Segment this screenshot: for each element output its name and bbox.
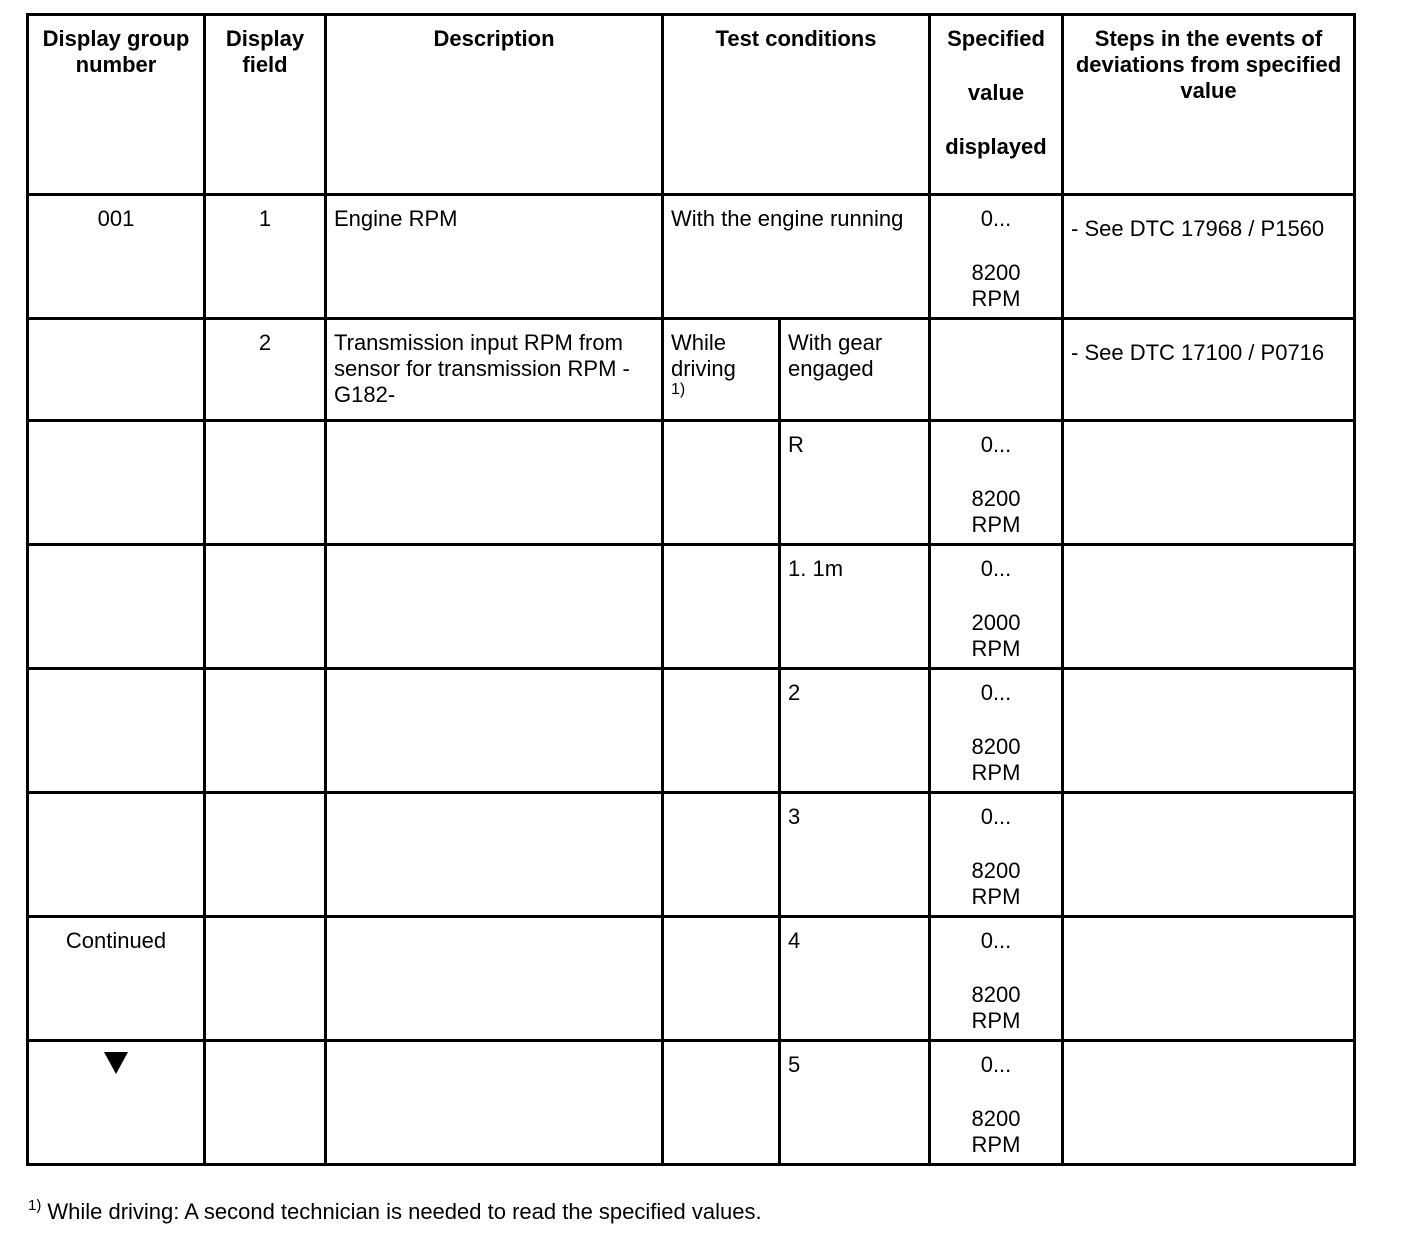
table-row	[28, 917, 1355, 1041]
continued-label: Continued	[28, 917, 205, 1041]
table-row	[28, 195, 1355, 319]
display-field: 2	[205, 319, 326, 421]
gear-label: 4	[780, 917, 930, 1041]
test-condition-driving	[663, 319, 780, 421]
condition-driving-text: While driving	[671, 330, 736, 381]
continued-arrow-cell	[28, 1041, 205, 1165]
group-number: 001	[28, 195, 205, 319]
value-unit: RPM	[971, 760, 1021, 785]
specified-value	[930, 1041, 1063, 1165]
value-min: 0...	[980, 206, 1012, 231]
header-specified-line3: displayed	[945, 134, 1047, 159]
table-row	[28, 1041, 1355, 1165]
table-row	[28, 669, 1355, 793]
header-specified-line2: value	[967, 80, 1025, 105]
specification-table	[26, 13, 1356, 1166]
header-display-field: Display field	[205, 15, 326, 195]
value-max: 8200	[971, 260, 1021, 285]
down-triangle-icon	[104, 1052, 128, 1074]
value-max: 2000	[971, 610, 1021, 635]
footnote-mark: 1)	[28, 1197, 42, 1214]
header-specified-value	[930, 15, 1063, 195]
value-min: 0...	[980, 804, 1012, 829]
specified-value	[930, 669, 1063, 793]
footnote-text: While driving: A second technician is needed to read the specified values.	[47, 1199, 762, 1224]
value-unit: RPM	[971, 636, 1021, 661]
gear-label: 1. 1m	[780, 545, 930, 669]
specified-value	[930, 421, 1063, 545]
table-row	[28, 793, 1355, 917]
gear-label: 3	[780, 793, 930, 917]
deviation-steps: - See DTC 17100 / P0716	[1063, 319, 1355, 421]
header-steps: Steps in the events of deviations from specified value	[1063, 15, 1355, 195]
test-condition: With the engine running	[663, 195, 930, 319]
value-min: 0...	[980, 1052, 1012, 1077]
deviation-steps: - See DTC 17968 / P1560	[1063, 195, 1355, 319]
header-description: Description	[326, 15, 663, 195]
gear-label: 2	[780, 669, 930, 793]
value-unit: RPM	[971, 512, 1021, 537]
specified-value	[930, 195, 1063, 319]
footnote-reference: 1)	[671, 381, 686, 398]
header-row	[28, 15, 1355, 195]
specified-value	[930, 917, 1063, 1041]
value-max: 8200	[971, 1106, 1021, 1131]
specified-value	[930, 793, 1063, 917]
value-unit: RPM	[971, 1132, 1021, 1157]
footnote	[28, 1197, 762, 1225]
specified-value	[930, 545, 1063, 669]
gear-label: R	[780, 421, 930, 545]
header-specified-line1: Specified	[947, 26, 1045, 51]
header-display-group: Display group number	[28, 15, 205, 195]
value-min: 0...	[980, 680, 1012, 705]
description: Transmission input RPM from sensor for transmission RPM -G182-	[326, 319, 663, 421]
test-condition-gear: With gear engaged	[780, 319, 930, 421]
value-unit: RPM	[971, 884, 1021, 909]
value-unit: RPM	[971, 1008, 1021, 1033]
value-max: 8200	[971, 858, 1021, 883]
value-max: 8200	[971, 982, 1021, 1007]
display-field: 1	[205, 195, 326, 319]
table-row	[28, 421, 1355, 545]
value-min: 0...	[980, 928, 1012, 953]
header-test-conditions: Test conditions	[663, 15, 930, 195]
table-row	[28, 545, 1355, 669]
description: Engine RPM	[326, 195, 663, 319]
value-min: 0...	[980, 432, 1012, 457]
gear-label: 5	[780, 1041, 930, 1165]
value-max: 8200	[971, 486, 1021, 511]
value-max: 8200	[971, 734, 1021, 759]
table-row	[28, 319, 1355, 421]
value-unit: RPM	[971, 286, 1021, 311]
value-min: 0...	[980, 556, 1012, 581]
